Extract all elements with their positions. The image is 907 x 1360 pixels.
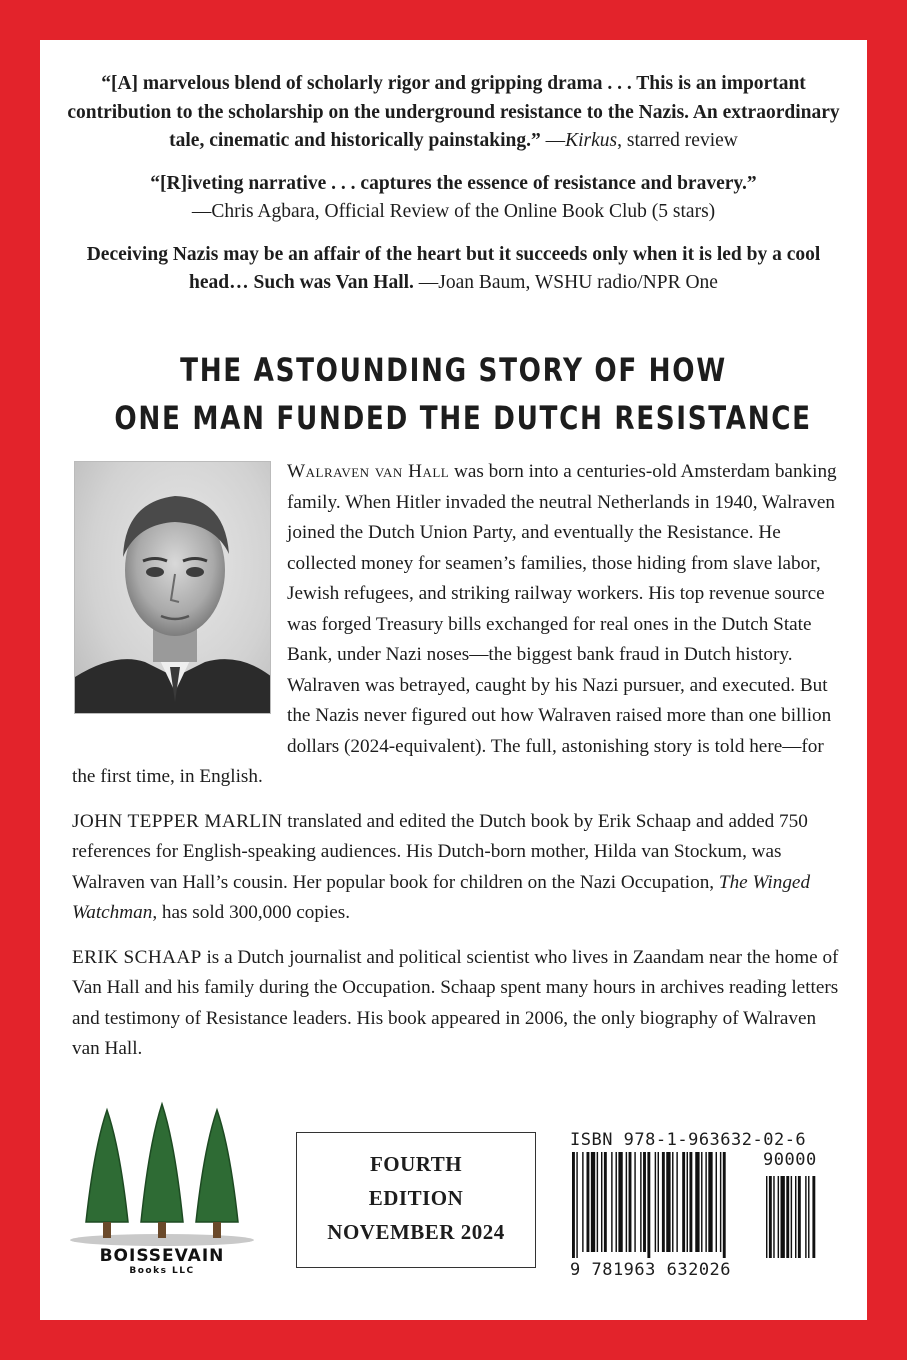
translator-name: JOHN TEPPER MARLIN <box>72 810 283 832</box>
review-source: Kirkus <box>565 130 618 151</box>
addon-bar <box>795 1176 796 1258</box>
barcode-bar <box>582 1152 583 1252</box>
review-attribution: —Chris Agbara, Official Review of the Online Book Club (5 stars) <box>191 201 716 222</box>
edition-line-2: EDITION <box>368 1186 464 1210</box>
barcode-bar <box>720 1152 721 1252</box>
edition-line-1: FOURTH <box>369 1152 463 1176</box>
barcode-bar <box>666 1152 670 1252</box>
barcode-bar <box>705 1152 706 1252</box>
subject-text: was born into a centuries-old Amsterdam banking family. When Hitler invaded the neutral Netherlands in 1940, Walraven joined the Dutch Union Party, and eventually the Resistance. He collected money for seamen’s families, those hiding from slave labor, Jewish refugees, and striking railway workers. His top revenue source was forged Treasury bills exchanged for real ones in the Dutch State Bank, under Nazi noses—the biggest bank fraud in Dutch history. Walraven was betrayed, caught by his Nazi pursuer, and executed. But the Nazis never figured out how Walraven raised more than one billion dollars (2024-equivalent). The full, astonishing story is told here—for the first time, in English. <box>72 461 837 787</box>
review-wshu <box>62 241 845 298</box>
barcode-bar <box>708 1152 712 1252</box>
barcode-bar <box>716 1152 717 1252</box>
review-attribution-prefix: — <box>540 130 566 151</box>
review-quote: Deceiving Nazis may be an affair of the heart but it succeeds only when it is led by a cool head… Such was Van Hall. <box>86 243 821 293</box>
barcode-bar <box>576 1152 577 1258</box>
barcode-bar <box>689 1152 692 1252</box>
barcode-bar <box>616 1152 617 1252</box>
author-name: ERIK SCHAAP <box>72 946 202 968</box>
reviews <box>62 70 845 312</box>
addon-bar <box>773 1176 774 1258</box>
review-quote: “[A] marvelous blend of scholarly rigor and gripping drama . . . This is an important contribution to the scholarship on the underground resistance to the Nazis. An extraordinary tale, cinematic and historically painstaking.” <box>67 73 840 151</box>
barcode-bar <box>687 1152 688 1252</box>
barcode-bar <box>591 1152 595 1252</box>
barcode-addon-number: 90000 <box>763 1150 817 1170</box>
addon-bar <box>766 1176 767 1258</box>
barcode-bar <box>658 1152 659 1252</box>
barcode-bar <box>647 1152 650 1258</box>
barcode-icon <box>570 1130 830 1280</box>
barcode-bar <box>587 1152 590 1252</box>
barcode-bar <box>695 1152 699 1252</box>
addon-bar <box>791 1176 792 1258</box>
description <box>72 457 841 1079</box>
addon-bar <box>778 1176 779 1258</box>
barcode-bar <box>572 1152 575 1258</box>
publisher-subtitle: Books LLC <box>129 1266 195 1276</box>
edition-box <box>296 1132 536 1268</box>
barcode-bar <box>626 1152 627 1252</box>
bio-paragraph-translator <box>72 807 841 929</box>
review-attribution-suffix: , starred review <box>617 130 738 151</box>
headline-line-2: ONE MAN FUNDED THE DUTCH RESISTANCE <box>114 399 812 437</box>
barcode-bar <box>701 1152 702 1252</box>
barcode-bar <box>643 1152 646 1252</box>
addon-bar <box>812 1176 815 1258</box>
barcode-bar <box>640 1152 641 1252</box>
barcode-bar <box>655 1152 656 1252</box>
barcode-bar <box>634 1152 635 1252</box>
barcode-bar <box>676 1152 677 1252</box>
back-cover <box>40 40 867 1320</box>
translator-text-1: translated and edited the Dutch book by Erik Schaap and added 750 references for English-speaking audiences. His Dutch-born mother, Hilda van Stockum, was Walraven van Hall’s cousin. Her popular book for children on the Nazi Occupation, <box>72 810 808 893</box>
barcode-bar <box>629 1152 632 1252</box>
author-text: is a Dutch journalist and political scientist who lives in Zaandam near the home of Van Hall and his family during the Occupation. Schaap spent many hours in archives reading letters and testimony of Resistance leaders. His book appeared in 2006, the only biography of Walraven van Hall. <box>72 946 839 1059</box>
addon-bar <box>808 1176 809 1258</box>
barcode-bar <box>723 1152 726 1258</box>
three-trees-icon <box>62 1098 262 1248</box>
isbn-label: ISBN 978-1-963632-02-6 <box>570 1130 807 1150</box>
headline <box>114 346 812 442</box>
barcode-bar <box>604 1152 607 1252</box>
barcode-bar <box>682 1152 685 1252</box>
publisher-logo <box>62 1098 262 1278</box>
addon-bar <box>786 1176 789 1258</box>
addon-bar <box>805 1176 806 1258</box>
review-online-book-club <box>62 170 845 227</box>
review-attribution: —Joan Baum, WSHU radio/NPR One <box>413 272 718 293</box>
review-quote: “[R]iveting narrative . . . captures the essence of resistance and bravery.” <box>150 172 757 194</box>
addon-bar <box>769 1176 772 1258</box>
barcode-bar <box>662 1152 665 1252</box>
headline-line-1: THE ASTOUNDING STORY OF HOW <box>180 351 727 389</box>
translator-book-title: The Winged Watchman <box>72 871 811 923</box>
barcode-bar <box>601 1152 602 1252</box>
review-kirkus <box>62 70 845 156</box>
addon-bar <box>798 1176 801 1258</box>
barcode-bar <box>618 1152 622 1252</box>
barcode-bar <box>597 1152 598 1252</box>
portrait-spacer <box>72 457 287 737</box>
translator-text-2: , has sold 300,000 copies. <box>152 902 351 923</box>
barcode-bar <box>672 1152 673 1252</box>
ean-number: 9 781963 632026 <box>570 1260 732 1280</box>
barcode-bar <box>611 1152 612 1252</box>
edition-line-3: NOVEMBER 2024 <box>327 1220 505 1244</box>
subject-name: Walraven van Hall <box>287 461 450 482</box>
publisher-name: BOISSEVAIN <box>99 1246 225 1266</box>
addon-bar <box>781 1176 785 1258</box>
bio-paragraph-author <box>72 943 841 1065</box>
barcode-bars <box>570 1152 830 1260</box>
